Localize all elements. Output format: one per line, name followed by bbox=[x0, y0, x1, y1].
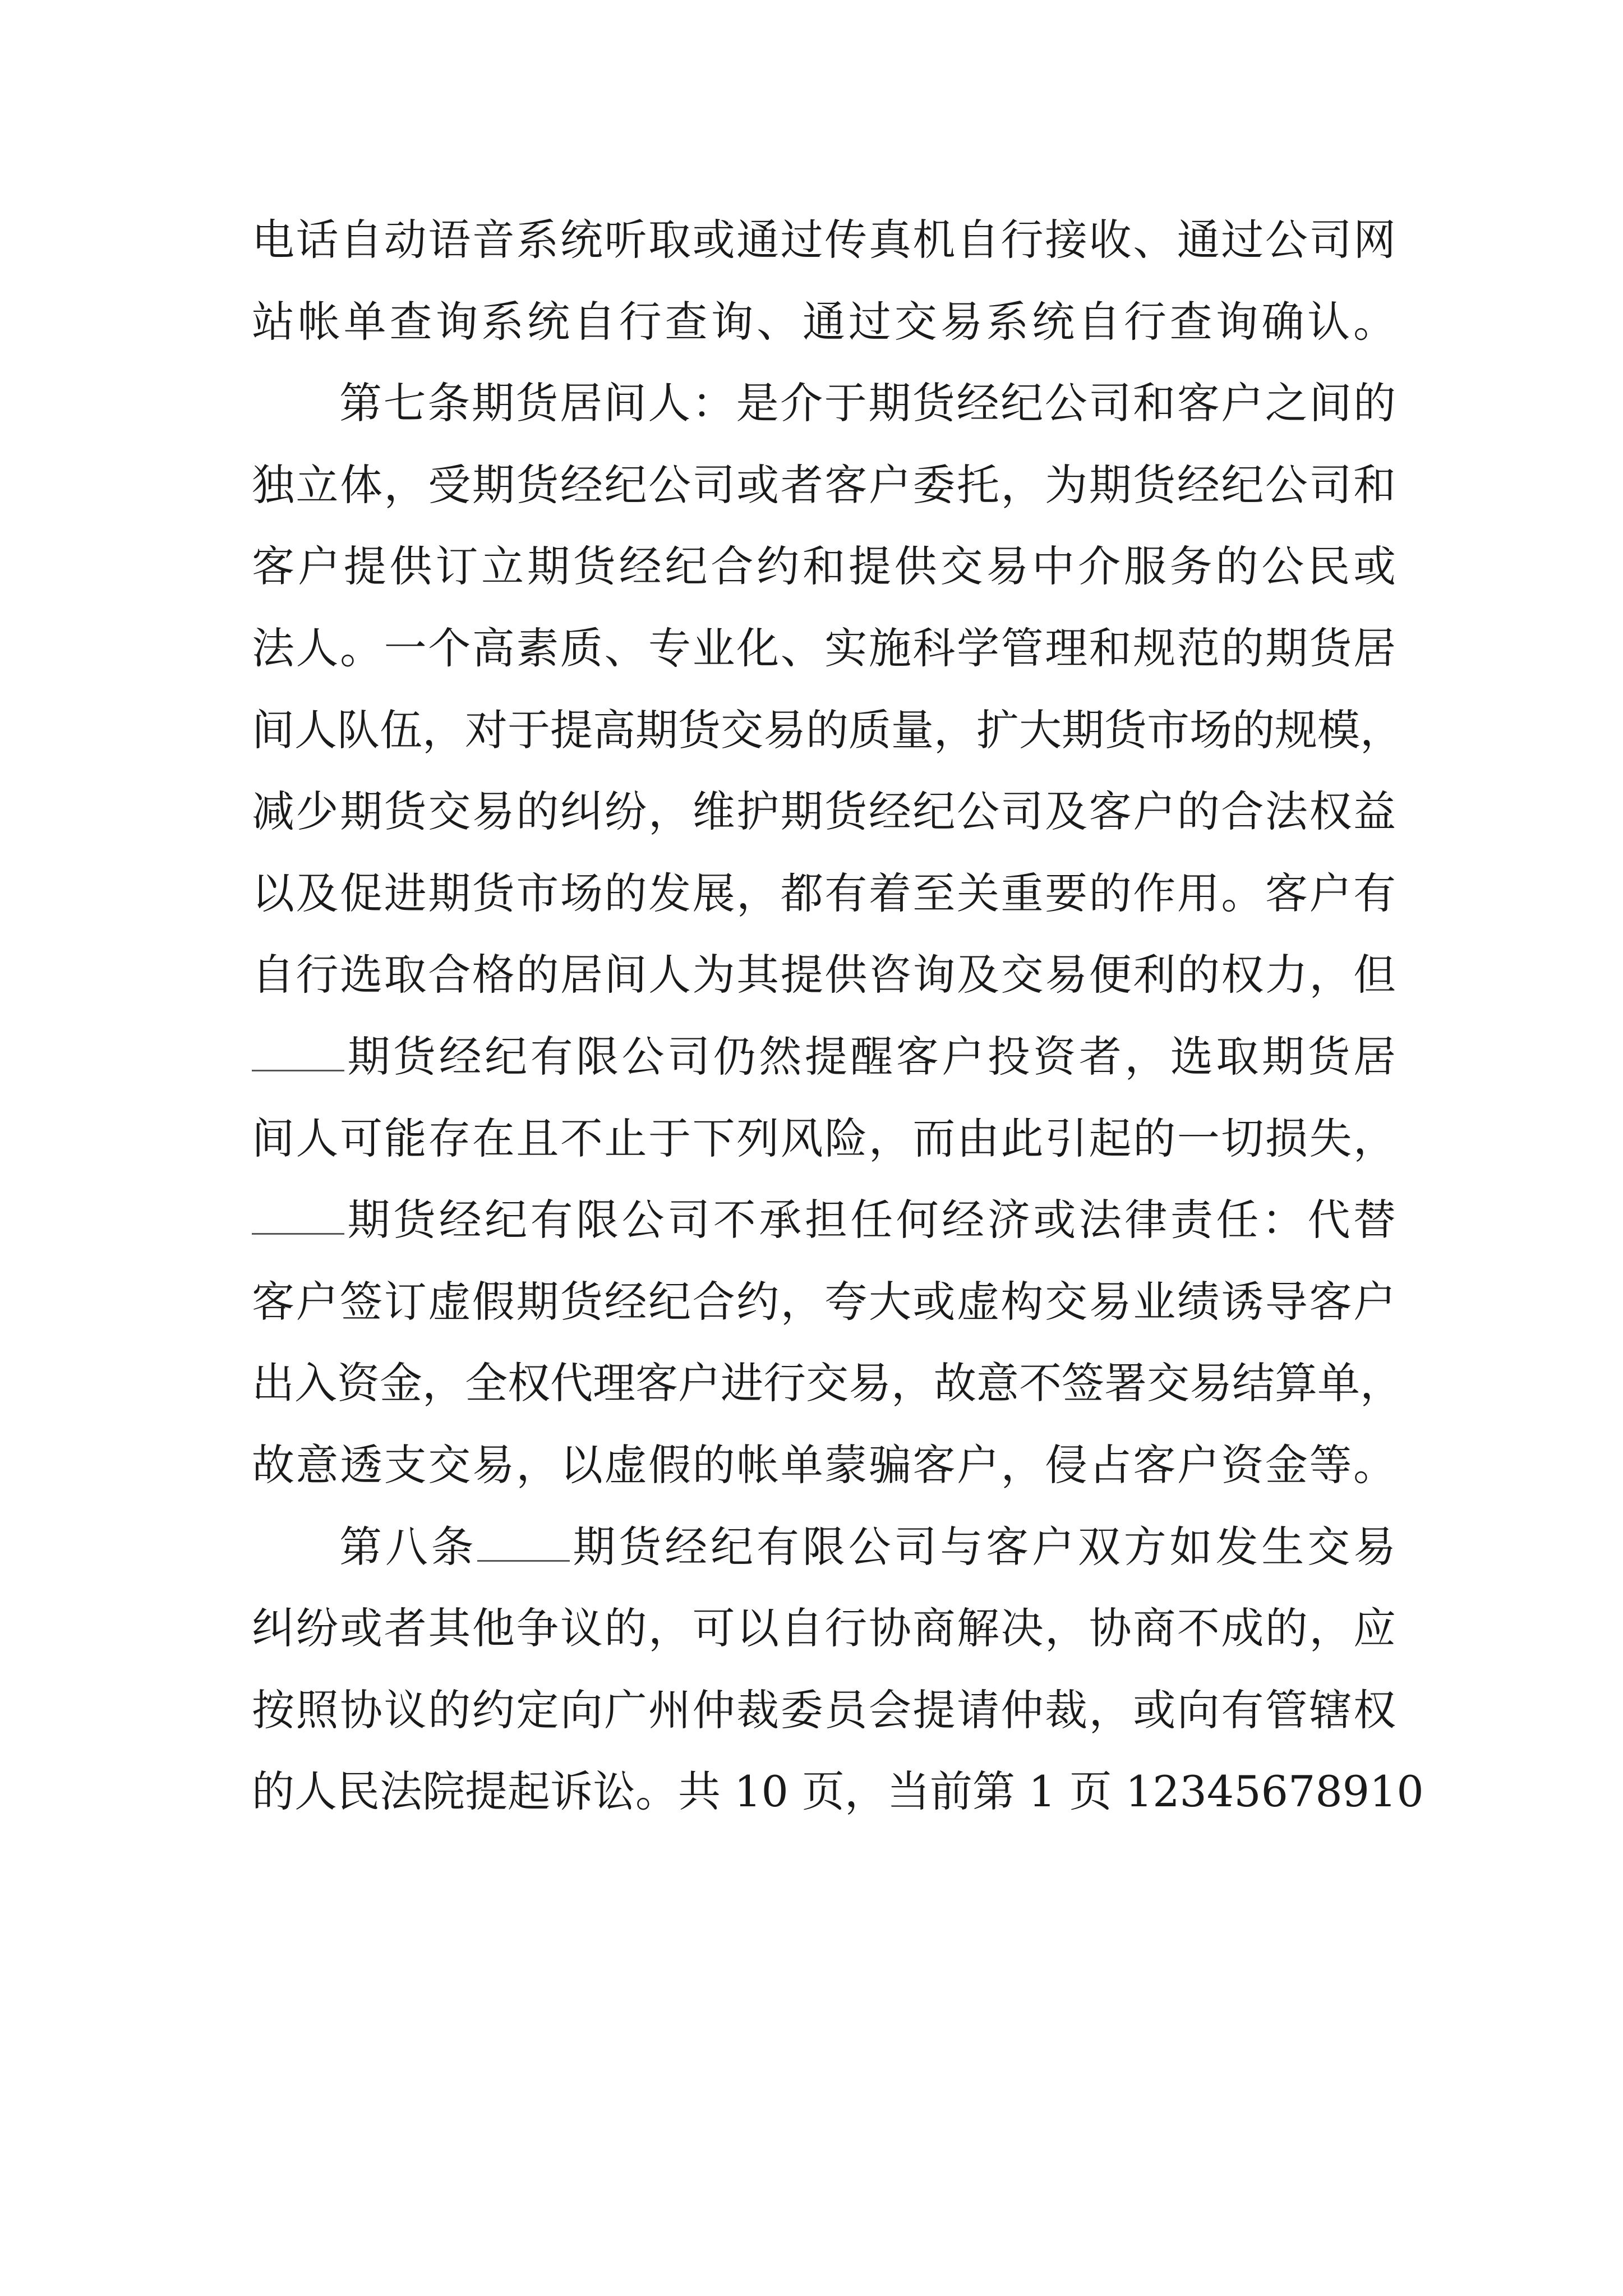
text-line-last: 的人民法院提起诉讼。共 10 页，当前第 1 页 12345678910 bbox=[252, 1766, 1424, 1817]
text-line: 按照协议的约定向广州仲裁委员会提请仲裁，或向有管辖权 bbox=[252, 1685, 1396, 1735]
text-line-with-blank bbox=[252, 1179, 1396, 1261]
text-line-content: 期货经纪有限公司仍然提醒客户投资者，选取期货居 bbox=[344, 1031, 1396, 1082]
text-line: 电话自动语音系统听取或通过传真机自行接收、通过公司网 bbox=[252, 215, 1396, 265]
article-7-start-line: 第七条期货居间人：是介于期货经纪公司和客户之间的 bbox=[339, 378, 1396, 429]
text-line-content: 期货经纪有限公司与客户双方如发生交易 bbox=[569, 1521, 1396, 1572]
company-name-blank bbox=[252, 1198, 344, 1235]
text-line: 间人队伍，对于提高期货交易的质量，扩大期货市场的规模， bbox=[252, 705, 1403, 755]
text-line-content: 期货经纪有限公司不承担任何经济或法律责任：代替 bbox=[344, 1195, 1396, 1245]
text-line: 客户签订虚假期货经纪合约，夸大或虚构交易业绩诱导客户 bbox=[252, 1276, 1396, 1327]
text-line: 故意透支交易，以虚假的帐单蒙骗客户，侵占客户资金等。 bbox=[252, 1439, 1396, 1490]
text-line: 法人。一个高素质、专业化、实施科学管理和规范的期货居 bbox=[252, 623, 1396, 673]
body-text bbox=[252, 199, 1424, 1833]
text-line: 间人可能存在且不止于下列风险，而由此引起的一切损失， bbox=[252, 1113, 1396, 1163]
text-line: 以及促进期货市场的发展，都有着至关重要的作用。客户有 bbox=[252, 868, 1396, 918]
text-line: 减少期货交易的纠纷，维护期货经纪公司及客户的合法权益 bbox=[252, 786, 1396, 837]
company-name-blank bbox=[477, 1525, 570, 1562]
text-line: 客户提供订立期货经纪合约和提供交易中介服务的公民或 bbox=[252, 541, 1396, 592]
text-line: 纠纷或者其他争议的，可以自行协商解决，协商不成的，应 bbox=[252, 1603, 1396, 1654]
text-line: 独立体，受期货经纪公司或者客户委托，为期货经纪公司和 bbox=[252, 459, 1396, 510]
company-name-blank bbox=[252, 1035, 344, 1071]
article-8-start-line bbox=[252, 1506, 1396, 1588]
text-line-with-blank bbox=[252, 1016, 1396, 1098]
text-line: 出入资金，全权代理客户进行交易，故意不签署交易结算单， bbox=[252, 1358, 1403, 1409]
text-line: 站帐单查询系统自行查询、通过交易系统自行查询确认。 bbox=[252, 296, 1396, 347]
text-line: 自行选取合格的居间人为其提供咨询及交易便利的权力，但 bbox=[252, 950, 1396, 1000]
article-8-label: 第八条 bbox=[339, 1521, 477, 1572]
